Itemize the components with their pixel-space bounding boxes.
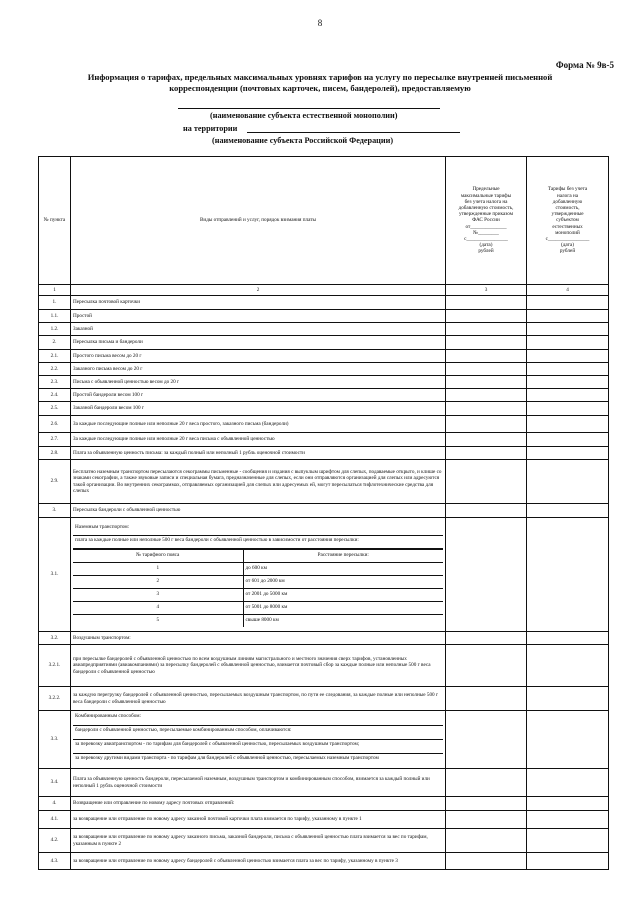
- max-tariff-value-cell: [446, 829, 527, 853]
- max-tariff-value-cell: [446, 645, 527, 687]
- table-row: [39, 310, 609, 323]
- max-tariff-value-cell: [446, 310, 527, 323]
- column-number-2: 2: [71, 285, 446, 296]
- zone-number: 4: [73, 601, 243, 614]
- subject-caption: (наименование субъекта естественной монополии): [210, 111, 398, 120]
- zone-distance: от 601 до 2000 км: [243, 575, 443, 588]
- zone-number-header: № тарифного пояса: [73, 549, 243, 562]
- row-number: 3.2.1.: [39, 645, 71, 687]
- max-tariff-value-cell: [446, 460, 527, 504]
- document-title: Информация о тарифах, предельных максимальных уровнях тарифов на услугу по пересылке внутренней письменной корреспонденции (почтовых карточек, писем, бандеролей), предоставляемую: [87, 72, 553, 93]
- table-row: [39, 769, 609, 797]
- row-description: при пересылке бандеролей с объявленной ценностью по всем воздушным линиям магистрального и местного значения сверх тарифов, установленных авиапредприятиями (авиакомпаниями) за пересылку бандеролей с объявленной ценностью, взимается почтовый сбор за каждые полные или неполные 500 г веса бандероли с объявленной ценностью: [71, 645, 446, 687]
- tariff-value-cell: [527, 460, 609, 504]
- row-number: 2.: [39, 336, 71, 350]
- row-description: за каждую перегрузку бандеролей с объявленной ценностью, пересылаемых воздушным транспортом, по пути ее следования, за каждые полные или неполные 500 г веса бандероли с объявленной ценностью: [71, 687, 446, 711]
- tariff-zone-row: [73, 614, 443, 627]
- max-tariff-value-cell: [446, 389, 527, 402]
- zone-number: 1: [73, 562, 243, 575]
- tariffs-header-line: налога на: [556, 192, 579, 199]
- table-row: [39, 350, 609, 363]
- row-description: за возвращение или отправление по новому адресу заказного письма, заказной бандероли, письма с объявленной ценностью плата взимается за вес по тарифам, указанным в пункте 2: [71, 829, 446, 853]
- max-tariff-value-cell: [446, 769, 527, 797]
- max-tariffs-header-line: без учета налога на: [464, 198, 508, 205]
- table-row: [39, 389, 609, 402]
- max-tariffs-header-line: от______________: [465, 223, 507, 230]
- table-row: [39, 402, 609, 416]
- tariff-value-cell: [527, 769, 609, 797]
- tariffs-header-line: Тарифы без учета: [547, 186, 588, 193]
- row-description-combined: [71, 711, 446, 769]
- table-row: [39, 829, 609, 853]
- column-number-3: 3: [446, 285, 527, 296]
- column-number-4: 4: [527, 285, 609, 296]
- distance-header: Расстояние пересылки:: [243, 549, 443, 562]
- tariffs-header-line: монополий: [555, 229, 580, 236]
- tariff-value-cell: [527, 518, 609, 632]
- row-description: Пересылка бандероли с объявленной ценностью: [71, 504, 446, 518]
- row-number: 3.1.: [39, 518, 71, 632]
- row-number: 3.2.2.: [39, 687, 71, 711]
- tariff-value-cell: [527, 447, 609, 460]
- row-number: 3.: [39, 504, 71, 518]
- max-tariff-value-cell: [446, 363, 527, 376]
- row-description: Простого письма весом до 20 г: [71, 350, 446, 363]
- region-caption: (наименование субъекта Российской Федерации): [212, 136, 394, 145]
- max-tariff-value-cell: [446, 504, 527, 518]
- max-tariffs-header-line: утвержденные приказом: [458, 211, 514, 218]
- tariffs-header-line: рублей: [559, 248, 576, 255]
- tariffs-header-line: добавленную: [552, 198, 583, 205]
- tariff-table: [38, 156, 609, 870]
- table-row: [39, 687, 609, 711]
- tariff-value-cell: [527, 323, 609, 336]
- row-description: Заказной бандероли весом 100 г: [71, 402, 446, 416]
- table-row: [39, 645, 609, 687]
- tariff-value-cell: [527, 797, 609, 811]
- row-description: За каждые последующие полные или неполные 20 г веса письма с объявленной ценностью: [71, 433, 446, 447]
- max-tariff-value-cell: [446, 687, 527, 711]
- max-tariff-value-cell: [446, 632, 527, 645]
- table-row: [39, 447, 609, 460]
- row-number: 2.3.: [39, 376, 71, 389]
- tariffs-header-line: стоимость,: [555, 204, 580, 211]
- header-col-description: Виды отправлений и услуг, порядок взимания платы: [71, 157, 446, 285]
- max-tariffs-header-line: рублей: [478, 248, 494, 255]
- max-tariff-value-cell: [446, 323, 527, 336]
- tariff-value-cell: [527, 433, 609, 447]
- row-number: 2.7.: [39, 433, 71, 447]
- tariffs-header-line: утвержденные: [551, 211, 584, 218]
- combined-method-line: за перевозку другими видами транспорта - по тарифам для бандеролей с объявленной ценностью, пересылаемых наземным транспортом: [75, 755, 379, 761]
- tariffs-header-line: с________________: [545, 236, 590, 242]
- table-row: [39, 296, 609, 310]
- row-description: за возвращение или отправление по новому адресу заказной почтовой карточки плата взимается по тарифу, указанному в пункте 1: [71, 811, 446, 829]
- table-row: [39, 504, 609, 518]
- tariffs-header-line: (дата): [561, 242, 574, 249]
- tariff-value-cell: [527, 416, 609, 433]
- tariff-zone-row: [73, 588, 443, 601]
- row-number: 2.6.: [39, 416, 71, 433]
- tariff-value-cell: [527, 296, 609, 310]
- combined-method-line: Комбинированным способом:: [73, 712, 443, 726]
- row-number: 1.1.: [39, 310, 71, 323]
- max-tariff-value-cell: [446, 433, 527, 447]
- ground-transport-description: плата за каждые полные или неполные 500 г веса бандероли с объявленной ценностью в зависимости от расстояния пересылки:: [73, 536, 443, 549]
- row-description: Возвращение или отправление по новому адресу почтовых отправлений:: [71, 797, 446, 811]
- table-row: [39, 323, 609, 336]
- row-number: 2.9.: [39, 460, 71, 504]
- max-tariff-value-cell: [446, 518, 527, 632]
- row-number: 4.1.: [39, 811, 71, 829]
- max-tariff-value-cell: [446, 376, 527, 389]
- tariff-value-cell: [527, 376, 609, 389]
- row-description: Бесплатно наземным транспортом пересылаются секограммы письменные - сообщения и издания с выпуклым шрифтом для слепых, подаваемые открыто, и клише со знаками секографии, а также звуковые записи и специальная бумага, предназначенные для слепых, если они отправляются организацией для слепых или адресуются такой организации. Во внутренних секограммах, отправляемых организацией для слепых или адресуемых ей, могут пересылаться тифлотехнические средства для слепых: [71, 460, 446, 504]
- row-description: Плата за объявленную ценность письма: за каждый полный или неполный 1 рубль оценочной стоимости: [71, 447, 446, 460]
- row-description: Заказной: [71, 323, 446, 336]
- max-tariffs-header-line: (дата): [479, 242, 493, 249]
- tariff-zone-row: [73, 601, 443, 614]
- max-tariff-value-cell: [446, 447, 527, 460]
- tariffs-header-line: естественных: [552, 223, 583, 230]
- table-body: [39, 157, 609, 870]
- row-number: 3.4.: [39, 769, 71, 797]
- tariff-value-cell: [527, 853, 609, 870]
- table-row: [39, 376, 609, 389]
- zone-number: 5: [73, 614, 243, 627]
- tariff-value-cell: [527, 336, 609, 350]
- row-number: 3.3.: [39, 711, 71, 769]
- table-row: [39, 416, 609, 433]
- page-number: 8: [317, 18, 323, 28]
- table-row: [39, 811, 609, 829]
- tariff-value-cell: [527, 632, 609, 645]
- tariff-zone-row: [73, 575, 443, 588]
- table-header-row: [39, 157, 609, 285]
- max-tariff-value-cell: [446, 402, 527, 416]
- row-description: Заказного письма весом до 20 г: [71, 363, 446, 376]
- tariff-value-cell: [527, 402, 609, 416]
- row-description: Пересылка письма и бандероли: [71, 336, 446, 350]
- tariff-zone-row: [73, 562, 443, 575]
- zone-number: 3: [73, 588, 243, 601]
- tariff-value-cell: [527, 811, 609, 829]
- tariff-value-cell: [527, 350, 609, 363]
- max-tariff-value-cell: [446, 853, 527, 870]
- tariff-value-cell: [527, 504, 609, 518]
- column-number-row: [39, 285, 609, 296]
- row-number: 2.5.: [39, 402, 71, 416]
- row-number: 4.: [39, 797, 71, 811]
- table-row-3-3: [39, 711, 609, 769]
- max-tariffs-header-line: с________________: [464, 236, 508, 242]
- row-description: Простой бандероли весом 100 г: [71, 389, 446, 402]
- tariffs-header-line: субъектом: [556, 217, 579, 224]
- ground-transport-label: Наземным транспортом:: [73, 523, 443, 536]
- max-tariffs-header-line: ФАС России: [472, 217, 500, 224]
- combined-method-line: за перевозку авиатранспортом - по тарифам для бандеролей с объявленной ценностью, пересылаемых воздушным транспортом;: [73, 740, 443, 754]
- tariff-value-cell: [527, 645, 609, 687]
- zone-distance: от 2001 до 5000 км: [243, 588, 443, 601]
- table-row-3-1: [39, 518, 609, 632]
- max-tariff-value-cell: [446, 711, 527, 769]
- tariff-value-cell: [527, 310, 609, 323]
- max-tariffs-header-line: добавленную стоимость,: [458, 204, 514, 211]
- max-tariff-value-cell: [446, 797, 527, 811]
- table-row: [39, 853, 609, 870]
- form-number: Форма № 9в-5: [555, 60, 614, 70]
- zone-distance: от 5001 до 8000 км: [243, 601, 443, 614]
- max-tariffs-header-line: максимальные тарифы: [460, 192, 512, 199]
- table-row: [39, 363, 609, 376]
- row-number: 1.2.: [39, 323, 71, 336]
- zone-number: 2: [73, 575, 243, 588]
- zone-distance: свыше 8000 км: [243, 614, 443, 627]
- header-col-tariffs: [527, 157, 609, 285]
- row-description: Простой: [71, 310, 446, 323]
- max-tariff-value-cell: [446, 350, 527, 363]
- row-description: Пересылка почтовой карточки: [71, 296, 446, 310]
- max-tariff-value-cell: [446, 336, 527, 350]
- row-description: Воздушным транспортом:: [71, 632, 446, 645]
- max-tariff-value-cell: [446, 416, 527, 433]
- row-description: за возвращение или отправление по новому адресу бандеролей с объявленной ценностью взимается плата за вес по тарифу, указанному в пункте 3: [71, 853, 446, 870]
- max-tariffs-header-line: №________: [473, 229, 499, 236]
- tariff-value-cell: [527, 389, 609, 402]
- row-number: 2.8.: [39, 447, 71, 460]
- row-description: Плата за объявленную ценность бандероли, пересылаемой наземным, воздушным транспортом и комбинированным способом, взимается за каждый полный или неполный 1 рубль оценочной стоимости: [71, 769, 446, 797]
- row-number: 4.2.: [39, 829, 71, 853]
- subject-line: [178, 108, 440, 109]
- max-tariffs-header-line: Предельные: [472, 186, 500, 193]
- table-row: [39, 797, 609, 811]
- zone-distance: до 600 км: [243, 562, 443, 575]
- row-number: 2.1.: [39, 350, 71, 363]
- row-number: 2.4.: [39, 389, 71, 402]
- row-description: За каждые последующие полные или неполные 20 г веса простого, заказного письма (бандероли): [71, 416, 446, 433]
- territory-label: на территории: [183, 124, 238, 133]
- tariff-value-cell: [527, 687, 609, 711]
- row-number: 1.: [39, 296, 71, 310]
- tariff-value-cell: [527, 363, 609, 376]
- table-row: [39, 336, 609, 350]
- row-description: Письма с объявленной ценностью весом до 20 г: [71, 376, 446, 389]
- tariff-value-cell: [527, 829, 609, 853]
- table-row: [39, 433, 609, 447]
- max-tariff-value-cell: [446, 811, 527, 829]
- header-col-number: № пункта: [39, 157, 71, 285]
- row-number: 2.2.: [39, 363, 71, 376]
- row-number: 4.3.: [39, 853, 71, 870]
- header-col-max-tariffs: [446, 157, 527, 285]
- tariff-zones-table: [73, 549, 443, 627]
- tariff-zones-header: [73, 549, 443, 562]
- combined-method-line: бандероли с объявленной ценностью, пересылаемые комбинированным способом, оплачиваются:: [73, 726, 443, 740]
- max-tariff-value-cell: [446, 296, 527, 310]
- table-row: [39, 460, 609, 504]
- row-number: 3.2.: [39, 632, 71, 645]
- tariff-value-cell: [527, 711, 609, 769]
- row-description-ground-transport: [71, 518, 446, 632]
- column-number-1: 1: [39, 285, 71, 296]
- table-row: [39, 632, 609, 645]
- territory-line: [247, 132, 460, 133]
